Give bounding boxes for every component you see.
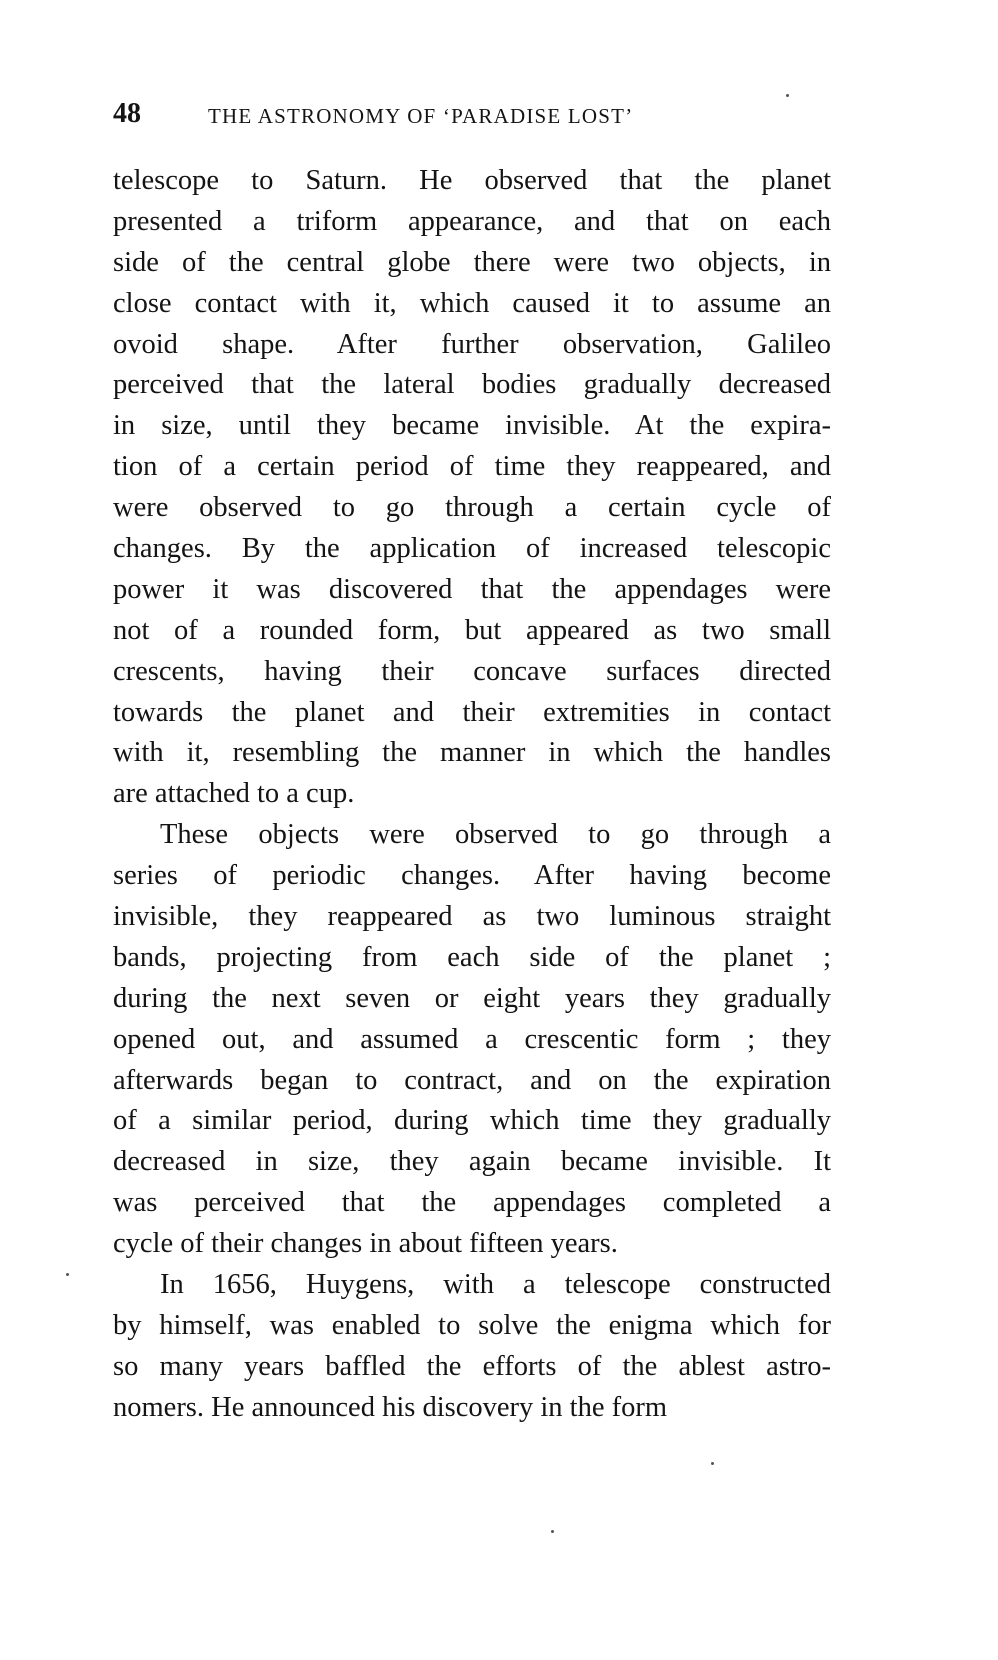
- text-line: not of a rounded form, but appeared as two small: [113, 614, 831, 646]
- text-line: perceived that the lateral bodies gradually decreased: [113, 369, 831, 401]
- text-line: side of the central globe there were two objects, in: [113, 246, 831, 278]
- scan-speck: [551, 1530, 554, 1533]
- text-line: opened out, and assumed a crescentic form ; they: [113, 1023, 831, 1055]
- scan-speck: [711, 1462, 714, 1465]
- text-line: decreased in size, they again became invisible. It: [113, 1146, 831, 1178]
- text-line: ovoid shape. After further observation, Galileo: [113, 328, 831, 360]
- text-line: invisible, they reappeared as two luminous straight: [113, 901, 831, 933]
- text-line: during the next seven or eight years they gradually: [113, 982, 831, 1014]
- text-line: telescope to Saturn. He observed that the planet: [113, 165, 831, 196]
- text-line: in size, until they became invisible. At the expira-: [113, 410, 831, 442]
- text-line: tion of a certain period of time they reappeared, and: [113, 451, 831, 483]
- text-line: by himself, was enabled to solve the enigma which for: [113, 1309, 831, 1341]
- text-line: power it was discovered that the appendages were: [113, 573, 831, 605]
- text-line: was perceived that the appendages completed a: [113, 1187, 831, 1219]
- page-number: 48: [113, 98, 141, 129]
- text-line: In 1656, Huygens, with a telescope constructed: [160, 1269, 831, 1301]
- text-line: with it, resembling the manner in which the handles: [113, 737, 831, 769]
- text-line: cycle of their changes in about fifteen years.: [113, 1228, 618, 1260]
- text-line: of a similar period, during which time they gradually: [113, 1105, 831, 1137]
- text-line: afterwards began to contract, and on the expiration: [113, 1064, 831, 1096]
- scan-speck: [786, 94, 789, 97]
- running-title: THE ASTRONOMY OF ‘PARADISE LOST’: [208, 104, 634, 128]
- text-line: close contact with it, which caused it to assume an: [113, 287, 831, 319]
- text-line: were observed to go through a certain cycle of: [113, 492, 831, 524]
- scan-speck: [66, 1273, 69, 1276]
- text-line: presented a triform appearance, and that on each: [113, 205, 831, 237]
- text-line: changes. By the application of increased telescopic: [113, 533, 831, 565]
- text-line: series of periodic changes. After having become: [113, 860, 831, 892]
- text-line: are attached to a cup.: [113, 778, 355, 810]
- text-line: These objects were observed to go through a: [160, 819, 831, 851]
- text-line: towards the planet and their extremities in contact: [113, 696, 831, 728]
- text-line: so many years baffled the efforts of the ablest astro-: [113, 1350, 831, 1382]
- text-line: bands, projecting from each side of the planet ;: [113, 941, 831, 973]
- running-header: [113, 98, 793, 134]
- page-body-text: [113, 161, 831, 1429]
- text-line: nomers. He announced his discovery in the form: [113, 1391, 668, 1423]
- text-line: crescents, having their concave surfaces directed: [113, 655, 831, 687]
